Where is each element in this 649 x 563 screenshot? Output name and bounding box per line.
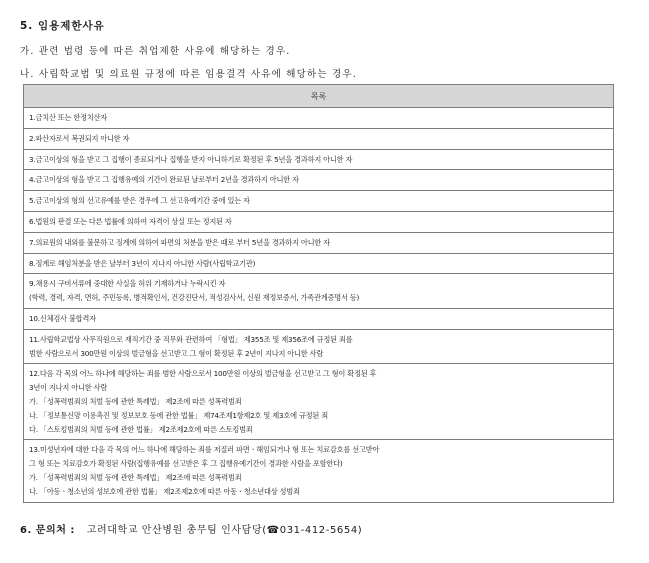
section-6-colon: : — [70, 525, 75, 536]
table-row: 8.징계로 해임처분을 받은 날부터 3년이 지나지 아니한 사람(사립학교기관) — [24, 253, 614, 274]
table-row — [24, 364, 614, 440]
table-row: 4.금고이상의 형을 받고 그 집행유예의 기간이 완료된 날로부터 2년을 경과하지 아니한 자 — [24, 170, 614, 191]
section-5-line-b: 나. 사립학교법 및 의료원 규정에 따른 임용결격 사유에 해당하는 경우. — [20, 69, 357, 80]
section-6-contact — [20, 521, 362, 536]
row-line: (학력, 경력, 자격, 면허, 주민등록, 병적확인서, 건강진단서, 적성검사서, 신원 재정보증서, 가족관계증명서 등) — [29, 293, 360, 303]
row-line: 13.미성년자에 대한 다음 각 목의 어느 하나에 해당하는 죄를 저질러 파면ㆍ해임되거나 형 또는 치료감호를 선고받아 — [29, 445, 380, 455]
section-6-label: 문의처 — [35, 525, 67, 536]
disqualification-table — [23, 84, 614, 503]
row-line: 9.채용시 구비서류에 중대한 사실을 허위 기재하거나 누락시킨 자 — [29, 279, 226, 289]
row-line: 11.사립학교법상 사무직원으로 재직기간 중 직무와 관련하여 「형법」 제355조 및 제356조에 규정된 죄를 — [29, 334, 353, 344]
table-row: 10.신체검사 불합격자 — [24, 308, 614, 329]
row-line: 가. 「성폭력범죄의 처벌 등에 관한 특례법」 제2조에 따른 성폭력범죄 — [29, 396, 242, 406]
row-line: 그 형 또는 치료감호가 확정된 사람(집행유예를 선고받은 후 그 집행유예기간이 경과한 사람을 포함한다) — [29, 459, 343, 469]
row-line: 12.다음 각 목의 어느 하나에 해당하는 죄를 범한 사람으로서 100만원 이상의 벌금형을 선고받고 그 형이 확정된 후 — [29, 369, 377, 379]
row-line: 나. 「아동ㆍ청소년의 성보호에 관한 법률」 제2조제2호에 따른 아동ㆍ청소년대상 성범죄 — [29, 486, 300, 496]
table-row — [24, 329, 614, 364]
table-row: 2.파산자로서 복권되지 아니한 자 — [24, 128, 614, 149]
section-6-text: 고려대학교 안산병원 총무팀 인사담당(☎031-412-5654) — [86, 525, 363, 536]
table-row: 3.금고이상의 형을 받고 그 집행이 종료되거나 집행을 받지 아니하기로 확정된 후 5년을 경과하지 아니한 자 — [24, 149, 614, 170]
table-row: 7.의료원의 내외를 불문하고 징계에 의하여 파면의 처분을 받은 때로 부터 5년을 경과하지 아니한 자 — [24, 232, 614, 253]
row-line: 나. 「정보통신망 이용촉진 및 정보보호 등에 관한 법률」 제74조제1항제2호 및 제3호에 규정된 죄 — [29, 410, 328, 420]
table-header: 목록 — [24, 85, 614, 108]
table-row: 1.금치산 또는 한정치산자 — [24, 108, 614, 129]
table-row: 6.법원의 판결 또는 다른 법률에 의하여 자격이 상실 또는 정지된 자 — [24, 211, 614, 232]
table-row — [24, 440, 614, 502]
section-5-line-a: 가. 관련 법령 등에 따른 취업제한 사유에 해당하는 경우. — [20, 46, 291, 57]
section-5-title: 5. 임용제한사유 — [20, 20, 105, 32]
row-line: 가. 「성폭력범죄의 처벌 등에 관한 특례법」 제2조에 따른 성폭력범죄 — [29, 472, 242, 482]
row-line: 범한 사람으로서 300만원 이상의 벌금형을 선고받고 그 형이 확정된 후 2년이 지나지 아니한 사람 — [29, 348, 324, 358]
table-row — [24, 274, 614, 309]
section-6-number: 6. — [20, 525, 32, 536]
row-line: 다. 「스토킹범죄의 처벌 등에 관한 법률」 제2조제2호에 따른 스토킹범죄 — [29, 424, 253, 434]
row-line: 3년이 지나지 아니한 사람 — [29, 383, 108, 393]
table-row: 5.금고이상의 형의 선고유예를 받은 경우에 그 선고유예기간 중에 있는 자 — [24, 191, 614, 212]
